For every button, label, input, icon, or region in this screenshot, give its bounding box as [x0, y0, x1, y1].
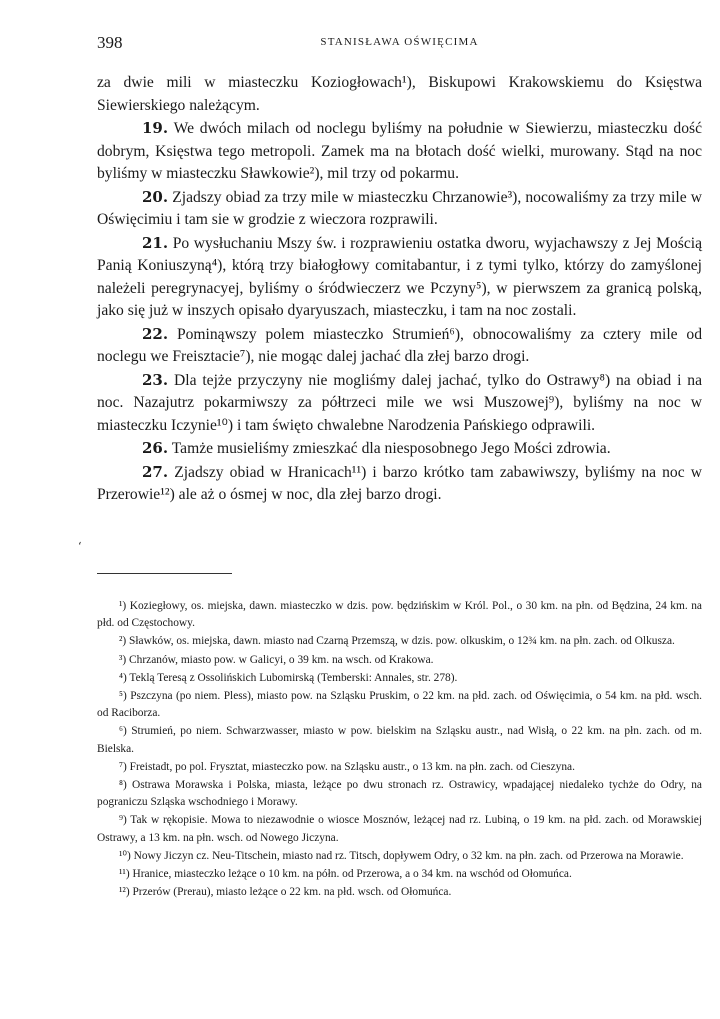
- entry-number: 23.: [142, 370, 169, 389]
- main-text: [97, 71, 702, 507]
- footnote: ⁷) Freistadt, po pol. Frysztat, miasteczko pow. na Szląsku austr., o 13 km. na płn. zach. od Cieszyna.: [119, 760, 575, 773]
- paragraph: [97, 369, 702, 438]
- paragraph: [97, 323, 702, 369]
- footnote-separator: [97, 573, 232, 574]
- paragraph: [97, 71, 702, 117]
- entry-number: 27.: [142, 462, 169, 481]
- paragraph-text: Tamże musieliśmy zmieszkać dla niesposobnego Jego Mości zdrowia.: [171, 440, 611, 457]
- entry-number: 26.: [142, 439, 169, 457]
- footnote: ¹²) Przerów (Prerau), miasto leżące o 22 km. na płd. wsch. od Ołomuńca.: [119, 886, 452, 899]
- paragraph-text: Po wysłuchaniu Mszy św. i rozprawieniu ostatka dworu, wyjachawszy z Jej Mością Panią Koniuszyną⁴), którą trzy białogłowy comitabantur, i z tymi tylko, którzy do zamyślonej należeli peregrynacyej, byliśmy o śródwieczerz we Pczyny⁵), w pierwszem za granicą polską, jako się już w inszych opisało dyaryuszach, miasteczku, i tam na noc zostali.: [97, 234, 702, 319]
- entry-number: 21.: [142, 233, 169, 252]
- footnote: ⁴) Teklą Teresą z Ossolińskich Lubomirską (Temberski: Annales, str. 278).: [119, 671, 458, 684]
- running-title: STANISŁAWA OŚWIĘCIMA: [320, 36, 479, 48]
- paragraph: [97, 437, 702, 461]
- paragraph-text: Pominąwszy polem miasteczko Strumień⁶), obnocowaliśmy za cztery mile od noclegu we Freisztacie⁷), nie mogąc dalej jachać dla złej barzo drogi.: [97, 325, 702, 365]
- footnote: ⁸) Ostrawa Morawska i Polska, miasta, leżące po dwu stronach rz. Ostrawicy, wpadającej niedaleko tychże do Odry, na pograniczu Szląska wschodniego i Morawy.: [97, 779, 702, 809]
- footnotes: [97, 598, 702, 902]
- paragraph-text: Dla tejże przyczyny nie mogliśmy dalej jachać, tylko do Ostrawy⁸) na obiad i na noc. Nazajutrz pokarmiwszy za półtrzeci mile we wsi Muszowej⁹), byliśmy na noc w miasteczku Iczynie¹⁰) i tam święto chwalebne Narodzenia Pańskiego odprawili.: [97, 371, 702, 434]
- footnote: ²) Sławków, os. miejska, dawn. miasto nad Czarną Przemszą, w dzis. pow. olkuskim, o 12¾ km. na płn. zach. od Olkusza.: [119, 635, 675, 648]
- paragraph: [97, 186, 702, 232]
- footnote: ¹⁰) Nowy Jiczyn cz. Neu-Titschein, miasto nad rz. Titsch, dopływem Odry, o 32 km. na płn. zach. od Przerowa na Morawie.: [119, 849, 684, 862]
- page-header: [97, 33, 702, 53]
- paragraph: [97, 117, 702, 186]
- paragraph: [97, 461, 702, 507]
- margin-mark: ‘: [78, 540, 82, 553]
- entry-number: 22.: [142, 324, 169, 343]
- footnote: ³) Chrzanów, miasto pow. w Galicyi, o 39 km. na wsch. od Krakowa.: [119, 653, 434, 666]
- footnote: ⁶) Strumień, po niem. Schwarzwasser, miasto w pow. bielskim na Szląsku austr., nad Wisłą, o 22 km. na płn. zach. od m. Bielska.: [97, 725, 702, 755]
- footnote: ¹¹) Hranice, miasteczko leżące o 10 km. na półn. od Przerowa, a o 34 km. na wschód od Ołomuńca.: [119, 868, 572, 881]
- paragraph-text: Zjadszy obiad za trzy mile w miasteczku Chrzanowie³), nocowaliśmy za trzy mile w Oświęcimiu i tam sie w grodzie z wieczora rozprawili.: [97, 188, 702, 228]
- footnote: ⁹) Tak w rękopisie. Mowa to niezawodnie o wiosce Mosznów, leżącej nad rz. Lubiną, o 19 km. na płd. zach. od Morawskiej Ostrawy, a 13 km. na płn. wsch. od Nowego Jiczyna.: [97, 814, 702, 844]
- entry-number: 19.: [142, 119, 169, 137]
- footnote: ¹) Koziegłowy, os. miejska, dawn. miasteczko w dzis. pow. będzińskim w Król. Pol., o 30 km. na płn. od Będzina, 24 km. na płd. od Częstochowy.: [97, 600, 702, 630]
- paragraph-text: Zjadszy obiad w Hranicach¹¹) i barzo krótko tam zabawiwszy, byliśmy na noc w Przerowie¹²) ale aż o ósmej w noc, dla złej barzo drogi.: [97, 463, 702, 503]
- paragraph: [97, 232, 702, 323]
- entry-number: 20.: [142, 187, 169, 206]
- page-number: 398: [97, 33, 123, 52]
- paragraph-text: za dwie mili w miasteczku Koziogłowach¹), Biskupowi Krakowskiemu do Księstwa Siewierskiego należącym.: [97, 74, 702, 114]
- paragraph-text: We dwóch milach od noclegu byliśmy na południe w Siewierzu, miasteczku dość dobrym, Księstwa tego metropoli. Zamek ma na błotach dość wielki, murowany. Stąd na noc byliśmy w miasteczku Sławkowie²), mil trzy od pokarmu.: [97, 120, 703, 182]
- footnote: ⁵) Pszczyna (po niem. Pless), miasto pow. na Szląsku Pruskim, o 22 km. na płd. zach. od Oświęcimia, o 54 km. na płd. wsch. od Raciborza.: [97, 690, 702, 720]
